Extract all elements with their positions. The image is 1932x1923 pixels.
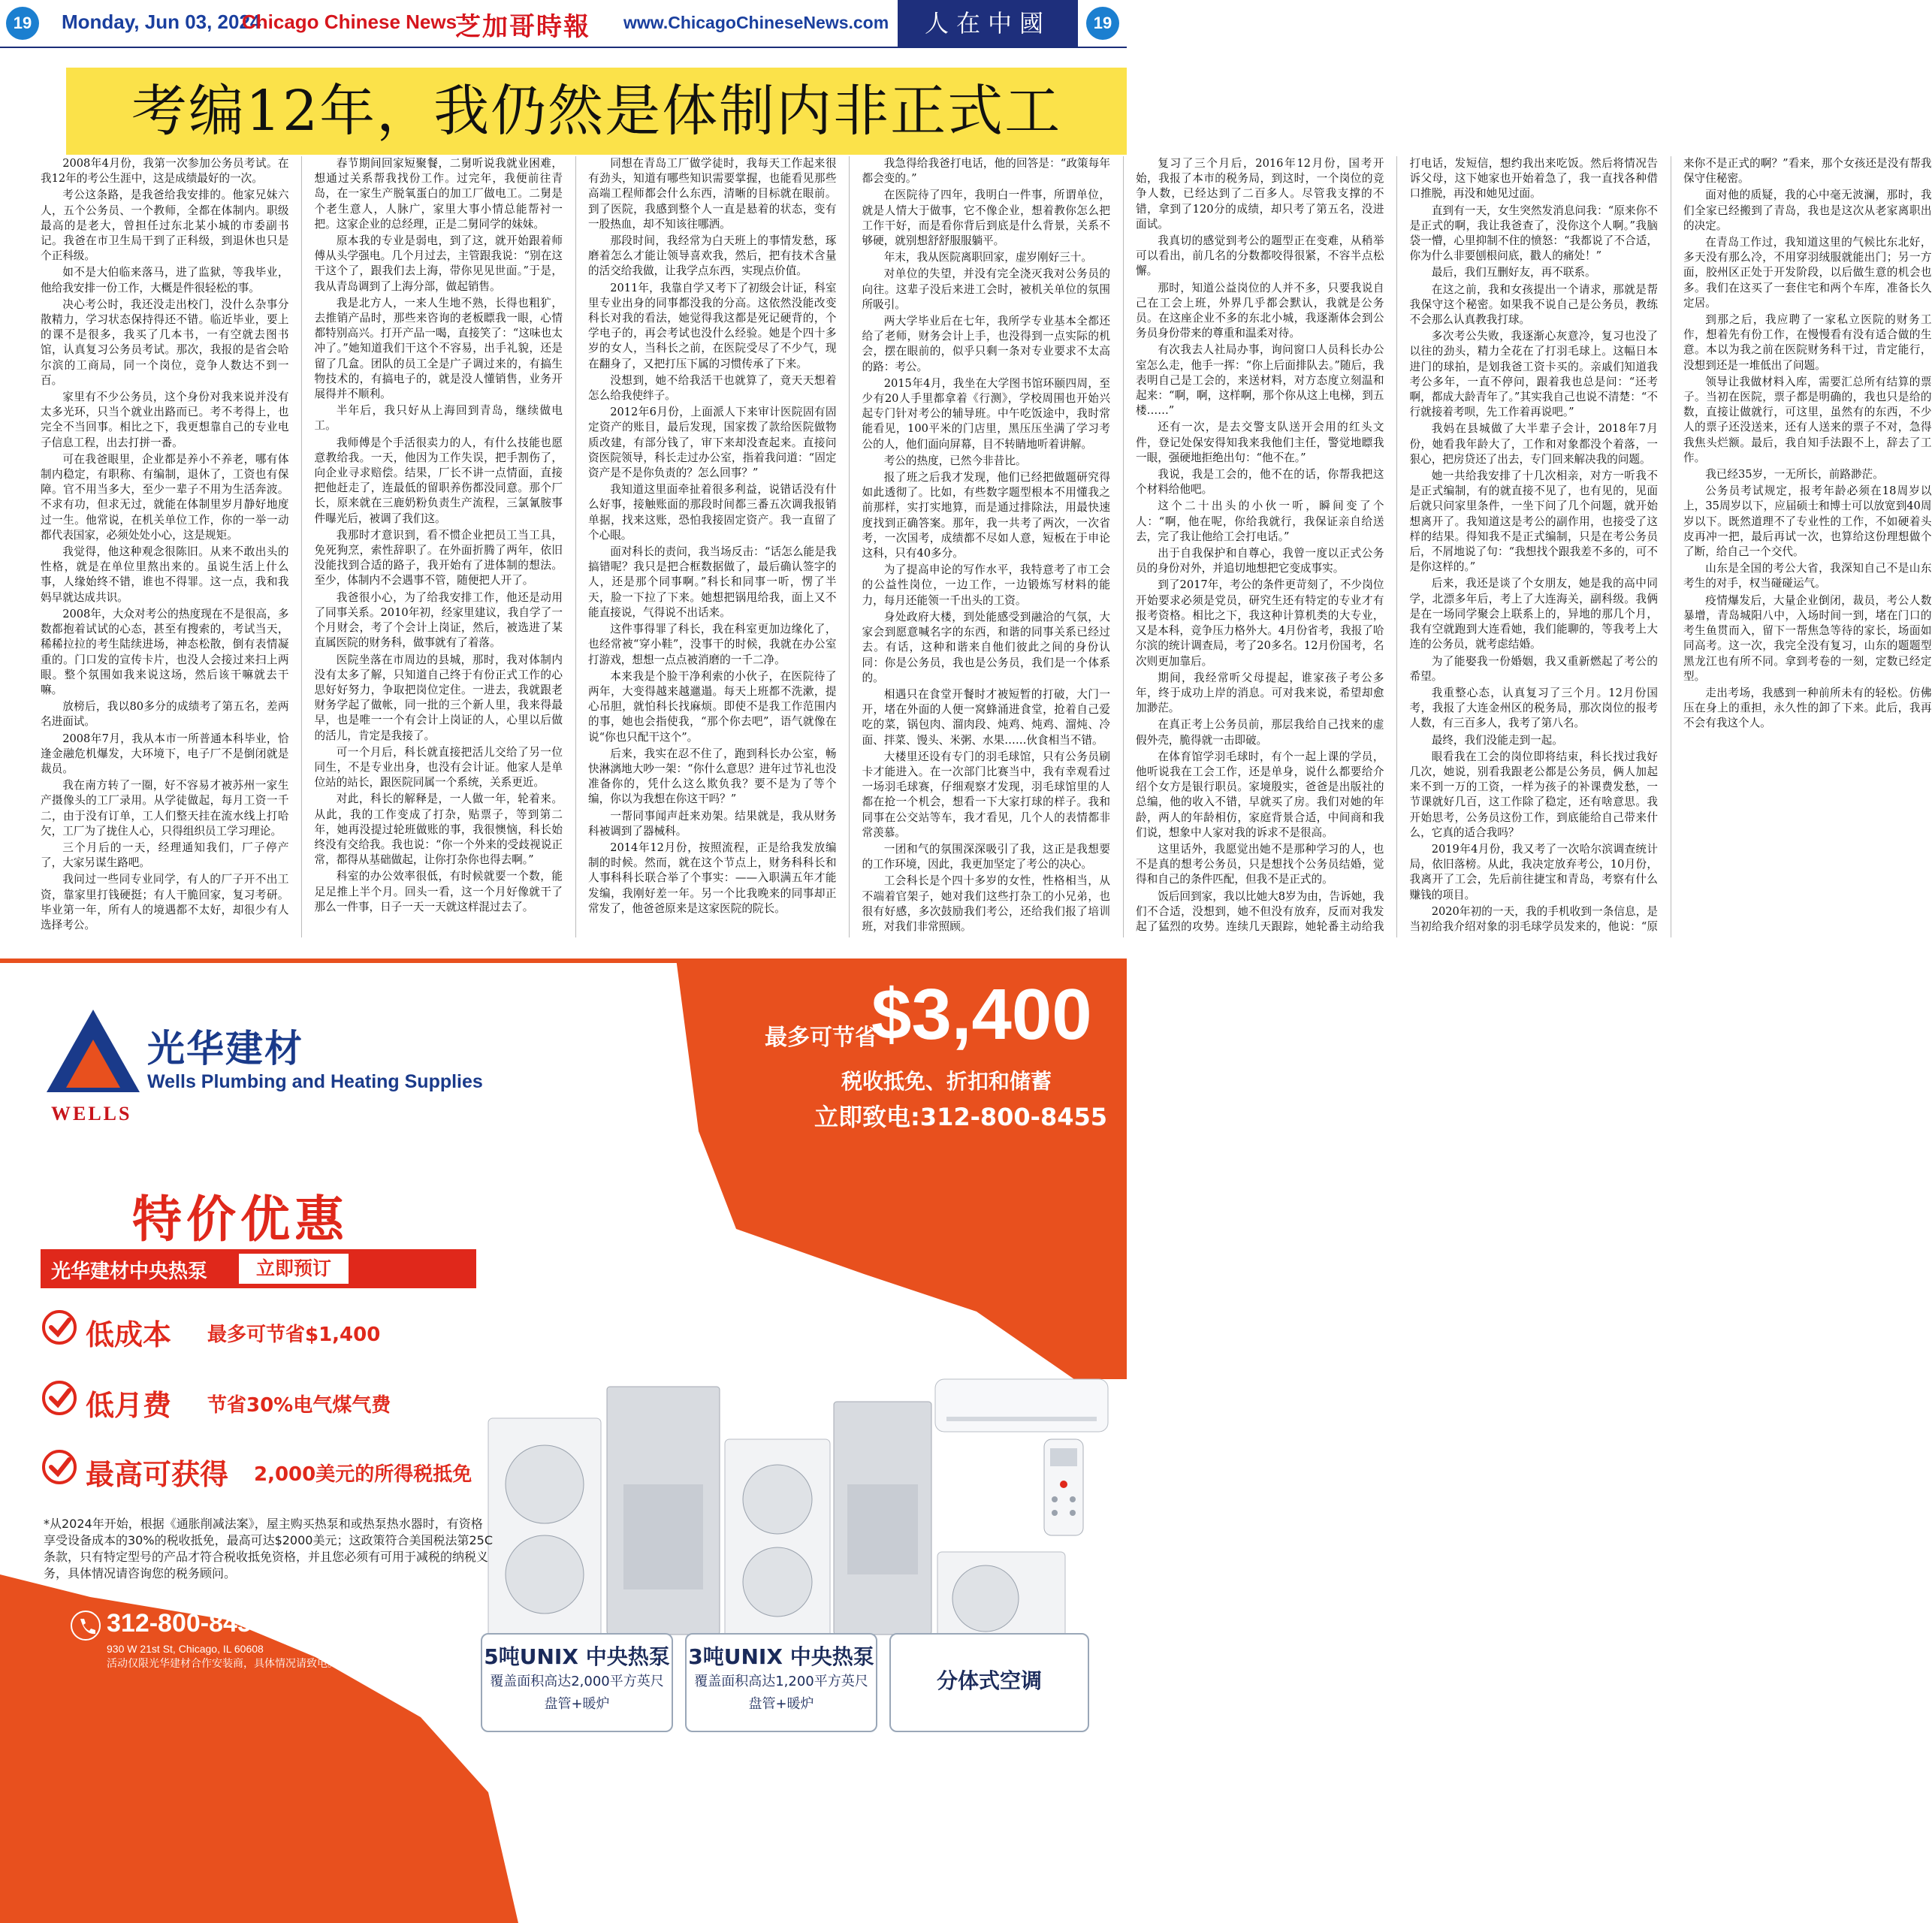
article-paragraph: 报了班之后我才发现，他们已经把做题研究得如此透彻了。比如，有些数字题型根本不用懂我之前那样，实打实地算，而是通过排除法，用最快速度找到正确答案。那年，我一共考了两次，一次省考，一次国考，成绩都不尽如人意，短板在于申论这科，只有40多分。 <box>862 471 1110 560</box>
feature-low-cost <box>41 1309 461 1354</box>
article-paragraph: 放榜后，我以80多分的成绩考了第五名，差两名进面试。 <box>41 700 289 729</box>
article-paragraph: 到了2017年，考公的条件更苛刻了，不少岗位开始要求必须是党员，研究生还有特定的专业才有报考资格。相比之下，我这种计算机类的大专业，又是本科，竞争压力格外大。4月份省考，我报了哈尔滨的统计调查局，考了20多名。12月份国考，名次则更加靠后。 <box>1136 578 1384 668</box>
article-paragraph: 在这之前，我和女孩提出一个请求，那就是帮我保守这个秘密。如果我不说自己是公务员，教练不会那么认真教我打球。 <box>1409 282 1658 327</box>
article-paragraph: 我说，我是工会的，他不在的话，你帮我把这个材料给他吧。 <box>1136 468 1384 497</box>
book-now-button[interactable]: 立即预订 <box>239 1254 349 1284</box>
article-paragraph: 对此，科长的解释是，一人做一年，轮着来。从此，我的工作变成了打杂，贴票子，等到第二年，她再没提过轮班做账的事，我很懊恼，科长始终没有交给我。我也说：“你一个外来的受歧视说正常，都得从基础做起，让你打杂你也得去啊。” <box>314 792 563 867</box>
article-paragraph: 公务员考试规定，报考年龄必须在18周岁以上，35周岁以下，应届硕士和博士可以放宽到40周岁以下。既然道理不了专业性的工作，不如硬着头皮再冲一把，最后再试一次，也算给这份理想做个了断，给自己一个交代。 <box>1683 485 1932 559</box>
article-paragraph: 这个二十出头的小伙一听，瞬间变了个人：“啊，他在呢，你给我就行，我保证亲自给送去，完了我让他给工会打电话。” <box>1136 500 1384 543</box>
article-paragraph: 最终，我们没能走到一起。 <box>1431 733 1563 747</box>
article-paragraph: 年末，我从医院离职回家，虚岁刚好三十。 <box>883 251 1092 264</box>
brand-name-english: Wells Plumbing and Heating Supplies <box>147 1071 483 1092</box>
tax-credit-line: 税收抵免、折扣和储蓄 <box>841 1069 1052 1094</box>
article-paragraph: 后来，我还是谈了个女朋友，她是我的高中同学，北漂多年后，考上了大连海关，副科级。我俩是在一场同学聚会上联系上的，异地的那几个月，我有空就跑到大连看她，我们能聊的，等我考上大连的公务员，就考虑结婚。 <box>1409 577 1658 651</box>
air-handler-2 <box>834 1402 931 1635</box>
feature-detail: 2,000美元的所得税抵免 <box>254 1463 472 1486</box>
article-paragraph: 一团和气的氛围深深吸引了我，这正是我想要的工作环境，因此，我更加坚定了考公的决心。 <box>862 842 1110 871</box>
issue-date: Monday, Jun 03, 2024 <box>62 11 261 33</box>
masthead <box>0 0 1127 48</box>
article-paragraph: 她一共给我安排了十几次相亲，对方一听我不是正式编制，有的就直接不见了，也有见的，见面后就只问家里条件，一坐下问了几个问题，就开始想离开了。我知道这是考公的副作用，也接受了这样的结果。得知我不是正式编制，只是在考公务员后，不屑地说了句：“我想找个跟我差不多的，可不是你这样的。” <box>1409 469 1658 574</box>
article-paragraph: 大楼里还设有专门的羽毛球馆，只有公务员刷卡才能进入。在一次部门比赛当中，我有幸观看过一场羽毛球赛，仔细观察才发现，羽毛球馆里的人都在抢一个机会，想看一下大家打球的样子。我和同事在公交站等车，我才看见，几个人的表情都非常羡慕。 <box>862 750 1110 839</box>
article-paragraph: 我爸很小心，为了给我安排工作，他还是动用了同事关系。2010年初，经家里建议，我自学了一个月财会，考了个会计上岗证，然后，被选进了某直属医院的财务科，做事就有了着落。 <box>314 590 563 650</box>
article-paragraph: 身处政府大楼，到处能感受到融洽的气氛，大家会到愿意喊名字的东西，和谐的同事关系已经过去。有话，这种和谐来自他们彼此之间的身份认同：你是公务员，我也是公务员，我们是一个体系的。 <box>862 610 1110 684</box>
article-body <box>41 156 1932 937</box>
product-title: 3吨UNIX 中央热泵 <box>688 1644 874 1669</box>
article-paragraph: 决心考公时，我还没走出校门，没什么杂事分散精力，学习状态保持得还不错。临近毕业，要上的课不是很多，我买了几本书，一有空就去图书馆，认真复习公务员考试。那次，我报的是省会哈尔滨的工商局，同一个岗位，竞争人数达不到一百。 <box>41 297 289 387</box>
article-paragraph: 三个月后的一天，经理通知我们，厂子停产了，大家另谋生路吧。 <box>41 841 289 870</box>
product-title: 5吨UNIX 中央热泵 <box>484 1644 670 1669</box>
article-paragraph: 我已经35岁，一无所长，前路渺茫。 <box>1705 468 1884 482</box>
article-paragraph: 在真正考上公务员前，那层我给自己找来的虚假外壳，脆得就一击即破。 <box>1136 718 1384 747</box>
feature-detail: 节省30%电气煤气费 <box>207 1394 391 1417</box>
feature-title: 低月费 <box>86 1389 172 1422</box>
promo-banner-text: 光华建材中央热泵 <box>51 1260 208 1283</box>
check-circle-icon <box>41 1448 78 1486</box>
article-paragraph: 面对科长的责问，我当场反击：“话怎么能是我搞错呢？我只是把合框数据做了，最后确认签字的人，还是那个同事啊。”科长和同事一听，愣了半天，脸一下拉了下来。她想把锅甩给我，面上又不能直接说，气得说不出话来。 <box>588 545 837 619</box>
article-paragraph: 眼看我在工会的岗位即将结束，科长找过我好几次，她说，别看我跟老公都是公务员，俩人加起来不到一万的工资，一样为孩子的补课费发愁，一节课就好几百，这工作除了稳定，还有啥意思。我开始思考，公务员这份工作，到底能给自己带来什么，它真的适合我吗？ <box>1409 750 1658 839</box>
address-note: 活动仅限光华建材合作安装商，具体情况请致电。 <box>107 1657 338 1669</box>
save-label: 最多可节省 <box>765 1025 877 1051</box>
article-paragraph: 我是北方人，一来人生地不熟，长得也粗犷，去推销产品时，那些来咨询的老板瞟我一眼，心情都特别高兴。打开产品一喝，直接笑了：“这味也太冲了。”她知道我们干这个不容易，出手礼貌，还是留了几盒。团队的员工全是广子调过来的，有搞生物技术的，有搞电子的，就是没人懂销售，业务开展得并不顺利。 <box>314 296 563 401</box>
article-paragraph: 这里话外，我愿觉出她不是那种学习的人，也不是真的想考公务员，只是想找个公务员结婚，觉得和自己的条件匹配，但我不是正式的。 <box>1136 842 1384 886</box>
product-coverage: 覆盖面积高达2,000平方英尺 <box>490 1674 664 1689</box>
article-paragraph: 那段时间，我经常为白天班上的事情发愁，琢磨着怎么才能让领导喜欢我，然后，把有技术含量的活交给我做，让我学点东西，实现点价值。 <box>588 234 837 278</box>
product-title: 分体式空调 <box>936 1668 1042 1693</box>
article-paragraph: 饭后回到家，我以比她大8岁为由，告诉她，我们不合适，没想到，她不但没有放弃，反而对我发起了猛烈的攻势。连续几天跟踪，她轮番主动给我打电话，发短信，想约我出来吃饭。然后将情况告诉父母，这下她家也开始着急了，我一直找各种借口推脱，再没和她见过面。 <box>1136 157 1658 933</box>
mini-split-indoor-unit <box>935 1379 1108 1432</box>
article-paragraph: 出于自我保护和自尊心，我曾一度以正式公务员的身份对外，并追切地想把它变成事实。 <box>1136 547 1384 575</box>
article-paragraph: 期间，我经常听父母提起，谁家孩子考公多年，终于成功上岸的消息。可对我来说，希望却愈加渺茫。 <box>1136 671 1384 715</box>
article-headline: 考编12年，我仍然是体制内非正式工 <box>131 79 1062 143</box>
phone-icon <box>71 1611 101 1641</box>
promo-title: 特价优惠 <box>132 1191 349 1248</box>
article-paragraph: 在青岛工作过，我知道这里的气候比东北好，多天没有那么冷，不用穿羽绒服就能出门；另一方面，胶州区正处于开发阶段，以后做生意的机会也多。我们在这买了一套住宅和两个车库，准备长久定居。 <box>1683 236 1932 309</box>
article-paragraph: 有次我去人社局办事，询问窗口人员科长办公室怎么走，他手一挥：“你上后面排队去。”随后，我表明自己是工会的，来送材料，对方态度立刻温和起来：“啊，啊，这样啊，那个你从这上电梯，到五楼……” <box>1136 343 1384 418</box>
article-paragraph: 考公这条路，是我爸给我安排的。他家兄妹六人，五个公务员、一个教师，全都在体制内。职级最高的是老大，曾担任过东北某小城的市委副书记。我爸在市卫生局干到了正科级，到退休也只是个正科级。 <box>41 189 289 263</box>
ad-phone-number[interactable]: 312-800-8455 <box>107 1609 266 1638</box>
check-circle-icon <box>41 1379 78 1417</box>
paper-name-chinese: 芝加哥時報 <box>455 12 590 42</box>
article-paragraph: 半年后，我只好从上海回到青岛，继续做电工。 <box>314 404 563 433</box>
article-paragraph: 工会科长是个四十多岁的女性，性格相当，从不端着官架子，她对我们这些打杂工的小兄弟，也很有好感，多次鼓励我们考公，还给我们报了培训班，对我们非常照顾。 <box>862 874 1110 933</box>
feature-detail: 最多可节省$1,400 <box>207 1324 381 1346</box>
article-paragraph: 领导让我做材料入库，需要汇总所有结算的票子。当初在医院，票子都是明确的，我也只是给的数，直接让做就行，可这里，虽然有的东西，不少人的票子还没送来，还有人送来的票子不对，急得我焦头烂额。最后，我自知手法跟不上，辞去了工作。 <box>1683 375 1932 464</box>
article-paragraph: 科室的办公效率很低，有时候就要一个数，能足足推上半个月。回头一看，这一个月好像就干了那么一件事，日子一天一天就这样混过去了。 <box>314 870 563 913</box>
article-paragraph: 我急得给我爸打电话，他的回答是：“政策每年都会变的。” <box>862 157 1110 186</box>
fine-print: *从2024年开始，根据《通胀削减法案》，屋主购买热泵和或热泵热水器时，有资格享受设备成本的30%的税收抵免，最高可达$2000美元；这政策符合美国税法第25C条款，只有特定型号的产品才符合税收抵免资格，并且您必须有可用于减税的纳税义务，具体情况请咨询您的税务顾问。 <box>44 1517 493 1580</box>
page-number-left: 19 <box>6 7 39 40</box>
article-paragraph: 家里有不少公务员，这个身份对我来说并没有太多光环，只当个就业出路而已。考不考得上，也完全不当回事。相比之下，我更想靠自己的专业电子信息工程，出去打拼一番。 <box>41 391 289 449</box>
section-label: 人在中國 <box>898 0 1078 47</box>
article-paragraph: 我问过一些同专业同学，有人的厂子开不出工资，靠家里打钱硬挺；有人干脆回家，复习考研。毕业第一年，所有人的境遇都不太好，却很少有人选择考公。 <box>41 873 289 931</box>
mini-split-outdoor-unit <box>937 1552 1065 1646</box>
article-paragraph: 那时，知道公益岗位的人并不多，只要我说自己在工会上班，外界几乎都会默认，我就是公务员。在这座企业不多的东北小城，我逐渐体会到公务员身份带来的尊重和温柔对待。 <box>1136 281 1384 340</box>
wells-wordmark: WELLS <box>51 1103 132 1125</box>
article-paragraph: 2014年12月份，按照流程，正是给我发放编制的时候。然而，就在这个节点上，财务科科长和人事科科长联合举了个事实：——入职满五年才能发编，我刚好差一年。另一个比我晚来的同事却正常发了，他爸爸原来是这家医院的院长。 <box>588 841 837 915</box>
article-paragraph: 2020年初的一天，我的手机收到一条信息，是当初给我介绍对象的羽毛球学员发来的，他说：“原来你不是正式的啊？”看来，那个女孩还是没有帮我保守住秘密。 <box>1409 157 1932 933</box>
save-amount: $3,400 <box>871 974 1092 1055</box>
article-paragraph: 2019年4月份，我又考了一次哈尔滨调查统计局，依旧落榜。从此，我决定放弃考公，10月份，我离开了工会，先后前往捷宝和青岛，考察有什么赚钱的项目。 <box>1409 842 1658 901</box>
feature-low-monthly <box>41 1379 461 1424</box>
article-paragraph: 本来我是个脸干净利索的小伙子，在医院待了两年，大变得越来越邋遢。每天上班都不洗漱，提心吊胆，就怕科长找麻烦。即使不是我工作范围内的事，她也会指使我，“那个你去吧”，语气就像在说“你也只配干这个”。 <box>588 669 837 744</box>
article-paragraph: 我那时才意识到，看不惯企业把员工当工具，免死狗烹，索性辞职了。在外面折腾了两年，依旧没能找到合适的路子，我开始有了进体制的想法。至少，体制内不会遇事不管，随便把人开了。 <box>314 528 563 587</box>
article-paragraph: 可一个月后，科长就直接把活儿交给了另一位同生，不是专业出身，也没有会计证。他家人是单位站的站长，跟医院同属一个系统，关系更近。 <box>314 745 563 789</box>
article-paragraph: 最后，我们互删好友，再不联系。 <box>1431 266 1596 279</box>
article-paragraph: 我在南方转了一圈，好不容易才被苏州一家生产摄像头的工厂录用。从学徒做起，每月工资一千二，由于没有订单，工人们整天挂在流水线上打哈欠，工厂为了拢住人心，只得组织员工学习理论。 <box>41 779 289 838</box>
article-paragraph: 原本我的专业是弱电，到了这，就开始跟着师傅从头学强电。几个月过去，主管跟我说：“别在这干这个了，跟我们去上海，带你见见世面。”于是，我从青岛调到了上海分部，做起销售。 <box>314 234 563 293</box>
article-paragraph: 面对他的质疑，我的心中毫无波澜，那时，我们全家已经搬到了青岛，我也是这次从老家离职出的决定。 <box>1683 189 1932 232</box>
article-paragraph: 医院坐落在市周边的县城，那时，我对体制内没有太多了解，只知道自己终于有份正式工作的心思好好努力，争取把岗位定住。一进去，我就跟老财务学起了做帐，同一批的三个新人里，我来得最早，也是唯一一个有会计上岗证的人，心里以后做的活儿，肯定是我接了。 <box>314 653 563 742</box>
article-paragraph: 我师傅是个手活很卖力的人，有什么技能也愿意教给我。一天，他因为工作失误，把手割伤了，向企业寻求赔偿。结果，厂长不讲一点情面，直接把他赶走了，连最低的留职养伤都没同意。那个厂长，原来就在三鹿奶粉负责生产流程，三氯氰胺事件曝光后，被调了我们这。 <box>314 436 563 525</box>
advertisement[interactable] <box>0 958 1127 1923</box>
article-paragraph: 对单位的失望，并没有完全浇灭我对公务员的向往。这辈子没后来进工会时，被机关单位的氛围所吸引。 <box>862 267 1110 311</box>
article-paragraph: 我重整心态，认真复习了三个月。12月份国考，我报了大连金州区的税务局，那次岗位的报考人数，有三百多人，我考了第八名。 <box>1409 686 1658 730</box>
air-handler-1 <box>607 1387 720 1635</box>
article-paragraph: 为了提高申论的写作水平，我特意考了市工会的公益性岗位，一边工作，一边锻炼写材料的能力，每月还能领一千出头的工资。 <box>862 563 1110 607</box>
article-paragraph: 在医院待了四年，我明白一件事，所谓单位，就是人情大于做事，它不像企业，想着教你怎么把工作干好，而是看你背后到底是什么背景，关系不够硬，就别想舒舒服服躺平。 <box>862 189 1110 248</box>
article-paragraph: 2011年，我靠自学又考下了初级会计证，科室里专业出身的同事都没我的分高。这依然没能改变科长对我的看法，她觉得我这都是死记硬背的，个学电子的，再会考试也没什么经验。她是个四十多岁的女人，当科长之前，在医院受尽了不少气，现在翻身了，又把打压下属的习惯传承了下来。 <box>588 281 837 370</box>
article-paragraph: 走出考场，我感到一种前所未有的轻松。仿佛压在身上的重担，永久性的卸了下来。此后，我再不会有我这个人。 <box>1683 686 1932 730</box>
article-paragraph: 没想到，她不给我活干也就算了，竟天天想着怎么给我使绊子。 <box>588 373 837 403</box>
article-paragraph: 2008年4月份，我第一次参加公务员考试。在我12年的考公生涯中，这是成绩最好的一次。 <box>41 157 289 186</box>
address-line: 930 W 21st St, Chicago, IL 60608 <box>107 1643 264 1655</box>
product-box-3-ton[interactable] <box>685 1633 877 1732</box>
article-paragraph: 为了能娶我一份婚姻，我又重新燃起了考公的希望。 <box>1409 654 1658 683</box>
feature-title: 最高可获得 <box>86 1458 229 1491</box>
product-coverage: 覆盖面积高达1,200平方英尺 <box>694 1674 868 1689</box>
article-paragraph: 我妈在县城做了大半辈子会计，2018年7月份，她看我年龄大了，工作和对象都没个着落，一狠心，把房贷还了出去，专门回来解决我的问题。 <box>1409 422 1658 466</box>
product-includes: 盘管+暖炉 <box>544 1696 610 1712</box>
page-number-right: 19 <box>1086 7 1119 40</box>
article-paragraph: 春节期间回家短聚餐，二舅听说我就业困难，想通过关系帮我找份工作。过完年，我便前往青岛，在一家生产脱氧蛋白的加工厂做电工。二舅是个老生意人，人脉广，家里大事小情总能帮衬一把。这家企业的总经理，正是二舅同学的妹妹。 <box>314 157 563 231</box>
article-paragraph: 在体育馆学羽毛球时，有个一起上课的学员，他听说我在工会工作，还是单身，说什么都要给介绍个女方是银行职员。家境殷实，爸爸是出版社的总编，他的收入不错，早就买了房。我们对她的年龄，两人的年龄相仿，家庭背景合适，中间商和我们说，想象中人家对我的诉求不是很高。 <box>1136 750 1384 839</box>
call-now-line[interactable]: 立即致电:312-800-8455 <box>814 1103 1108 1131</box>
article-paragraph: 2008年7月，我从本市一所普通本科毕业，恰逢金融危机爆发，大环境下，电子厂不是倒闭就是裁员。 <box>41 732 289 775</box>
heat-pump-outdoor-unit-1 <box>488 1418 601 1644</box>
feature-title: 低成本 <box>86 1318 172 1351</box>
article-paragraph: 这件事得罪了科长，我在科室更加边缘化了，也经常被“穿小鞋”，没事干的时候，我就在办公室打游戏，想想一点点被消磨的一千二净。 <box>588 623 837 666</box>
wells-logo-icon <box>47 1010 140 1101</box>
paper-name: Chicago Chinese News <box>242 11 457 33</box>
article-paragraph: 复习了三个月后，2016年12月份，国考开始，我报了本市的税务局，到这时，一个岗位的竞争人数，已经达到了二百多人。尽管我支撑的不错，拿到了120分的成绩，却只考了第五名，没进面试。 <box>1136 157 1384 231</box>
ad-address <box>107 1642 338 1671</box>
check-circle-icon <box>41 1309 78 1346</box>
article-paragraph: 两大学毕业后在七年，我所学专业基本全都还给了老师，财务会计上手，也没得到一点实际的机会，摆在眼前的，似乎只剩一条对专业要求不太高的路：考公。 <box>862 315 1110 373</box>
heat-pump-outdoor-unit-2 <box>725 1439 830 1642</box>
article-paragraph: 2008年，大众对考公的热度现在不是很高，多数都抱着试试的心态，甚至有搜索的，考试当天，稀稀拉拉的考生陆续进场，神态松散，倒有表情凝重的。门口发的宣传卡片，也没人会接过来扫上两眼。整个氛围如我来说这场，然后该干嘛就去干嘛。 <box>41 607 289 696</box>
article-paragraph: 2015年4月，我坐在大学图书馆环颐四周，至少有20人手里都拿着《行测》，学校周围也开始兴起专门针对考公的辅导班。中午吃饭途中，我时常能看见，100平米的门店里，黑压压坐满了学习考公的人，他们面向屏幕，目不转睛地听着讲解。 <box>862 376 1110 451</box>
article-paragraph: 直到有一天，女生突然发消息问我：“原来你不是正式的啊，我让我爸查了，没你这个人啊。”我脑袋一懵，心里抑制不住的愤怒：“我都说了不合适，你为什么非要刨根问底，戳人的痛处！” <box>1409 204 1658 263</box>
brand-name-chinese: 光华建材 <box>147 1027 303 1070</box>
article-paragraph: 我知道这里面牵扯着很多利益，说错话没有什么好事，接触账面的那段时间都三番五次调我报销单据，找来这账，恐怕我接固定资产。我一直留了个心眼。 <box>588 483 837 542</box>
website-link[interactable]: www.ChicagoChineseNews.com <box>623 13 889 32</box>
article-paragraph: 疫情爆发后，大量企业倒闭，裁员，考公人数暴增，青岛城阳八中，入场时间一到，堵在门口的考生鱼贯而入，留下一帮焦急等待的家长，场面如同高考。这一次，我完全没有复习，山东的题题型黑龙江也有所不同。拿到考卷的一刻，定数已经定型。 <box>1683 593 1932 683</box>
mini-split-remote <box>1044 1439 1083 1535</box>
article-paragraph: 我真切的感觉到考公的题型正在变难，从稍举可以看出，前几名的分数都咬得很紧，不容半点松懈。 <box>1136 234 1384 278</box>
article-paragraph: 2012年6月份，上面派人下来审计医院固有固定资产的账目，最后发现，国家拨了款给医院做物质改建，有部分钱了，审下来却没查起来。直接问资医院领导，科长走过办公室，指着我问道：“固定资产是不是你负责的？怎么回事？” <box>588 406 837 480</box>
article-paragraph: 还有一次，是去交警支队送开会用的红头文件，登记处保安得知我来我他们主任，警觉地瞟我一眼，强硬地拒绝出句：“他不在。” <box>1136 421 1384 464</box>
article-paragraph: 多次考公失败，我逐渐心灰意冷，复习也没了以往的劲头，精力全花在了打羽毛球上。这幅日本进门的球拍，是划我爸工资卡买的。亲戚们知道我考公多年，一直不停问，跟着我也总是问：“还考啊，都成大龄青年了。”其实我自己也说不清楚：“不行就接着考呗，先工作着再说吧。” <box>1409 330 1658 419</box>
product-box-5-ton[interactable] <box>481 1633 673 1732</box>
article-paragraph: 如不是大伯临来落马，进了监狱，等我毕业，他给我安排一份工作，大概是件很轻松的事。 <box>41 266 289 294</box>
article-paragraph: 可在我爸眼里，企业都是养小不养老，哪有体制内稳定，有职称、有编制，退休了，工资也有保障。官不用当多大，至少一辈子不用为生活奔波。不求有功，但求无过，就能在体制里岁月静好地度过一生。他常说，在机关单位工作，你的一举一动都代表国家，必须处处小心，这是规矩。 <box>41 452 289 542</box>
article-paragraph: 相遇只在食堂开餐时才被短暂的打破，大门一开，堵在外面的人便一窝蜂涌进食堂，抢着自己爱吃的菜，锅包肉、溜肉段、炖鸡、炖鸡、溜炖、冷面、拌菜、馒头、米粥、水果……伙食相当不错。 <box>862 687 1110 747</box>
feature-tax-credit <box>41 1448 491 1493</box>
article-paragraph: 我觉得，他这种观念很陈旧。从来不敢出头的性格，就是在单位里熬出来的。虽说生活上什么事，人缘始终不错，谁也不得罪。这一点，我和我妈早就达成共识。 <box>41 545 289 604</box>
article-paragraph: 山东是全国的考公大省，我深知自己不是山东考生的对手，权当碰碰运气。 <box>1683 562 1932 590</box>
article-paragraph: 考公的热度，已然今非昔比。 <box>883 454 1027 467</box>
product-includes: 盘管+暖炉 <box>748 1696 814 1712</box>
article-paragraph: 一帮同事闻声赶来劝架。结果就是，我从财务科被调到了器械科。 <box>588 809 837 838</box>
article-paragraph: 到那之后，我应聘了一家私立医院的财务工作，想着先有份工作，在慢慢看有没有适合做的生意。本以为我之前在医院财务科干过，肯定能行，没想到还是一堆低出了问题。 <box>1683 313 1932 372</box>
article-paragraph: 同想在青岛工厂做学徒时，我每天工作起来很有劲头，知道有哪些知识需要掌握，也能看见那些高端工程师都会什么东西，清晰的目标就在眼前。到了医院，我感到整个人一直是悬着的状态，变有一股热血，却不知该往哪洒。 <box>588 157 837 231</box>
product-box-mini-split[interactable] <box>889 1633 1089 1732</box>
article-paragraph: 后来，我实在忍不住了，跑到科长办公室，畅快淋漓地大吵一架：“你什么意思？进年过节礼也没准备你的，凭什么这么欺负我？要不是为了等个编，你以为我想在你这干吗？” <box>588 747 837 806</box>
